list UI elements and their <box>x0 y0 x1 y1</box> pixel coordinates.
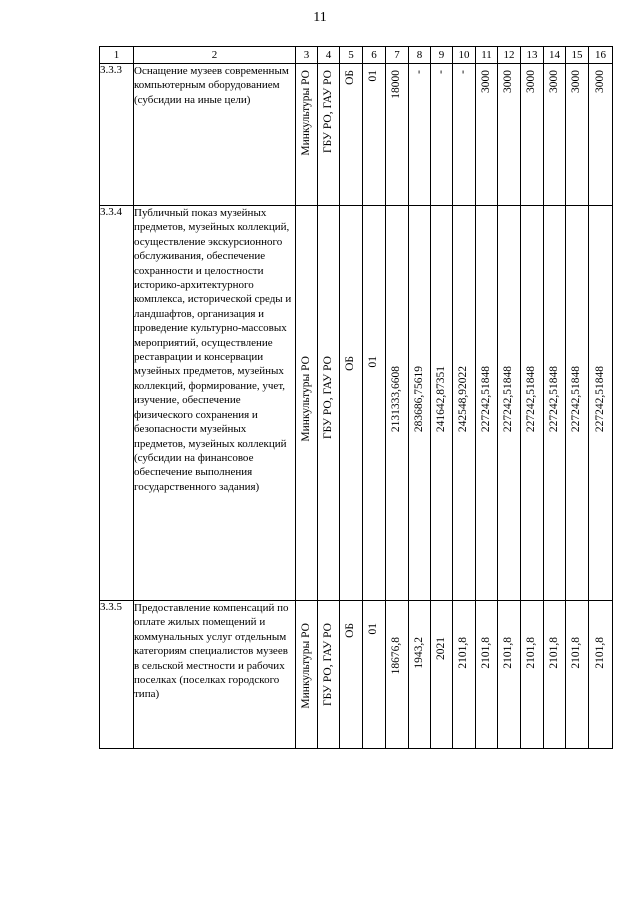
cell-value: 2131333,6608 <box>390 366 402 433</box>
cell-value: 227242,51848 <box>570 366 582 433</box>
value-cell <box>566 206 589 601</box>
cell-text: ГБУ РО, ГАУ РО <box>321 70 334 154</box>
column-header: 10 <box>453 47 476 64</box>
column-header: 15 <box>566 47 589 64</box>
column-header: 16 <box>589 47 613 64</box>
value-cell <box>453 64 476 206</box>
row-name: Предоставление компенсаций по оплате жилых помещений и коммунальных услуг отдельным категориям специалистов музеев в сельской местности и рабочих поселках (поселках городского типа) <box>134 601 296 749</box>
column-header: 14 <box>544 47 566 64</box>
cell-value: 2101,8 <box>457 637 469 669</box>
value-cell <box>521 206 544 601</box>
cell-executor <box>296 206 318 601</box>
value-cell <box>544 601 566 749</box>
value-cell <box>476 206 498 601</box>
column-header: 5 <box>340 47 363 64</box>
column-header: 2 <box>134 47 296 64</box>
cell-value: 241642,87351 <box>434 366 447 433</box>
value-cell <box>498 206 521 601</box>
value-cell <box>589 601 613 749</box>
value-cell <box>409 64 431 206</box>
cell-text: Минкультуры РО <box>299 356 312 442</box>
row-name: Оснащение музеев современным компьютерным оборудованием (субсидии на иные цели) <box>134 64 296 206</box>
cell-value: 1943,2 <box>412 637 425 669</box>
cell-executor <box>296 64 318 206</box>
value-cell <box>589 64 613 206</box>
cell-budget-source <box>340 206 363 601</box>
column-header: 4 <box>318 47 340 64</box>
value-cell <box>453 601 476 749</box>
cell-value: 18676,8 <box>390 637 402 675</box>
cell-text: ОБ <box>344 623 356 638</box>
cell-value: 3000 <box>547 70 560 93</box>
cell-value: 227242,51848 <box>593 366 606 433</box>
cell-value: 3000 <box>593 70 606 93</box>
cell-value: - <box>457 70 469 74</box>
value-cell <box>476 64 498 206</box>
table-row <box>100 206 613 601</box>
cell-budget-source <box>340 64 363 206</box>
row-name: Публичный показ музейных предметов, музейных коллекций, осуществление экскурсионного обслуживания, обеспечение сохранности и целостности историко-архитектурного комплекса, исторической среды и ландшафтов, организация и проведение культурно-массовых мероприятий, осуществление реставрации и консервации музейных предметов, музейных коллекций, формирование, учет, изучение, обеспечение физического сохранения и безопасности музейных предметов, музейных коллекций (субсидии на финансовое обеспечение выполнения государственного задания) <box>134 206 296 601</box>
value-cell <box>431 64 453 206</box>
cell-value: 2021 <box>434 637 447 660</box>
cell-value: 2101,8 <box>479 637 492 669</box>
cell-value: 2101,8 <box>502 637 514 669</box>
value-cell <box>544 206 566 601</box>
value-cell <box>409 206 431 601</box>
cell-executor <box>296 601 318 749</box>
cell-value: 283686,75619 <box>412 366 425 433</box>
cell-value: 2101,8 <box>525 637 537 669</box>
cell-value: 2101,8 <box>547 637 560 669</box>
cell-text: 01 <box>367 70 379 82</box>
value-cell <box>409 601 431 749</box>
value-cell <box>498 601 521 749</box>
cell-text: 01 <box>367 623 379 635</box>
cell-text: 01 <box>367 356 379 368</box>
column-header: 13 <box>521 47 544 64</box>
cell-text: ГБУ РО, ГАУ РО <box>321 356 334 440</box>
column-header: 8 <box>409 47 431 64</box>
column-header: 6 <box>363 47 386 64</box>
cell-budget-source <box>340 601 363 749</box>
cell-value: 227242,51848 <box>547 366 560 433</box>
column-header: 11 <box>476 47 498 64</box>
value-cell <box>521 64 544 206</box>
page-number: 11 <box>313 10 327 25</box>
value-cell <box>453 206 476 601</box>
cell-value: 3000 <box>570 70 582 93</box>
cell-value: - <box>412 70 425 74</box>
value-cell <box>566 64 589 206</box>
table-row <box>100 601 613 749</box>
cell-participant <box>318 601 340 749</box>
value-cell <box>589 206 613 601</box>
cell-value: 2101,8 <box>593 637 606 669</box>
cell-value: 2101,8 <box>570 637 582 669</box>
value-cell <box>476 601 498 749</box>
cell-text: Минкультуры РО <box>299 70 312 156</box>
value-cell <box>431 206 453 601</box>
cell-text: ОБ <box>344 70 356 85</box>
cell-value: 242548,92022 <box>457 366 469 433</box>
value-cell <box>431 601 453 749</box>
value-cell <box>521 601 544 749</box>
cell-value: 3000 <box>525 70 537 93</box>
cell-value: 18000 <box>390 70 402 99</box>
column-header: 9 <box>431 47 453 64</box>
cell-code <box>363 206 386 601</box>
cell-value: - <box>434 70 447 74</box>
cell-participant <box>318 206 340 601</box>
value-cell <box>498 64 521 206</box>
cell-value: 227242,51848 <box>525 366 537 433</box>
cell-value: 227242,51848 <box>479 366 492 433</box>
value-cell <box>386 64 409 206</box>
cell-text: Минкультуры РО <box>299 623 312 709</box>
row-code: 3.3.5 <box>100 601 134 749</box>
column-header: 3 <box>296 47 318 64</box>
column-header: 12 <box>498 47 521 64</box>
value-cell <box>566 601 589 749</box>
value-cell <box>386 601 409 749</box>
program-table <box>99 46 613 749</box>
cell-value: 227242,51848 <box>502 366 514 433</box>
row-code: 3.3.3 <box>100 64 134 206</box>
header-row <box>100 47 613 64</box>
cell-value: 3000 <box>479 70 492 93</box>
column-header: 7 <box>386 47 409 64</box>
cell-text: ОБ <box>344 356 356 371</box>
cell-code <box>363 601 386 749</box>
cell-text: ГБУ РО, ГАУ РО <box>321 623 334 707</box>
value-cell <box>544 64 566 206</box>
cell-value: 3000 <box>502 70 514 93</box>
column-header: 1 <box>100 47 134 64</box>
table-row <box>100 64 613 206</box>
row-code: 3.3.4 <box>100 206 134 601</box>
cell-code <box>363 64 386 206</box>
value-cell <box>386 206 409 601</box>
cell-participant <box>318 64 340 206</box>
